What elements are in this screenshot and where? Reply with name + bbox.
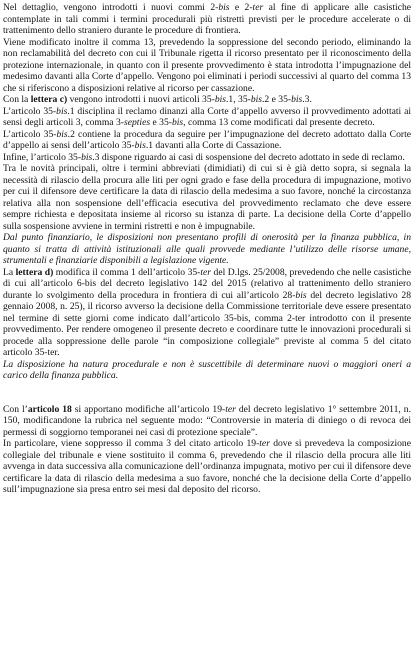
text-segment: Viene modificato inoltre il comma 13, prevedendo la soppressione del secondo periodo, eliminando la non reclamabilità del decreto con cui il Tribunale rigetta il ricorso presentato per il riconoscimento della protezione internazionale, in quanto con il presente provvedimento è stata introdotta l’impugnazione del medesimo davanti alla Corte d’appello. Vengono poi eliminati i periodi successivi al quarto del comma 13 che si riferiscono a disposizioni relative al ricorso per cassazione. — [3, 36, 411, 94]
paragraph-p10 — [3, 359, 411, 382]
paragraph-p7 — [3, 163, 411, 232]
text-segment: del decreto legislativo 1° settembre 2011, n. 150, modificandone la rubrica nel seguente modo: “Controversie in materia di diniego o di revoca dei permessi di soggiorno temporanei nei casi di protezione speciale”. — [3, 403, 411, 438]
text-segment: L’articolo 35- — [3, 128, 57, 140]
text-segment: vengono introdotti i nuovi articoli 35- — [67, 94, 215, 105]
text-segment: al fine di applicare alle casistiche contemplate in tali commi i termini procedurali più ristretti previsti per le procedure accelerate o di trattenimento dello straniero durante le procedure di frontiera. — [3, 2, 412, 36]
paragraph-p1 — [3, 2, 411, 37]
text-segment: del D.lgs. 25/2008, prevedendo che nelle casistiche di cui all’articolo 6-bis del decreto legislativo 142 del 2015 (relativo al trattenimento dello straniero durante lo svolgimento della procedura in frontiera di cui all’articolo 28- — [3, 266, 411, 301]
text-segment: Tra le novità principali, oltre i termini abbreviati (dimidiati) di cui si è già detto sopra, si segnala la necessità di rilascio della procura alle liti per ogni grado e fase della procedura di impugnazione, motivo per cui il difensore deve certificare la data di rilascio della medesima a suo favore, nonché la circostanza relativa alla non sospensione dell’efficacia esecutiva del provvedimento reclamato che deve essere sempre richiesta e depositata insieme al ricorso su istanza di parte. La decisione della Corte d’appello sulla sospensione avviene in termini ristretti e non è impugnabile. — [3, 163, 411, 232]
text-segment: bis — [291, 94, 303, 105]
paragraph-p5 — [3, 129, 411, 152]
paragraph-p11 — [3, 404, 411, 439]
text-segment: bis — [56, 105, 68, 117]
paragraph-p6 — [3, 152, 411, 164]
text-segment: .1, 35- — [226, 94, 251, 105]
text-segment: del decreto legislativo 28 gennaio 2008, n. 25), il ricorso avverso la decisione della Commissione territoriale deve essere presentato nel termine di sette giorni come indicato dall’articolo 35-bis, comma 2-ter introdotto con il presente provvedimento. Per rendere omogeneo il presente decreto e coordinare tutte le innovazioni procedurali si procede alla soppressione delle parole “in composizione collegiale” previste al comma 5 del citato articolo 35-ter. — [3, 289, 411, 358]
paragraph-p4 — [3, 106, 411, 129]
paragraph-p3 — [3, 94, 411, 106]
text-segment: articolo 18 — [27, 403, 72, 415]
text-segment: e 2- — [229, 2, 253, 13]
paragraph-p12 — [3, 438, 411, 496]
text-segment: Infine, l’articolo 35- — [3, 151, 82, 163]
text-segment: e 35- — [150, 117, 172, 128]
paragraph-p8 — [3, 232, 411, 267]
text-segment: ter — [225, 403, 236, 415]
text-segment: si apportano modifiche all’articolo 19- — [71, 403, 226, 415]
text-segment: bis — [171, 117, 184, 128]
text-segment: Con la — [3, 94, 31, 105]
text-segment: ter — [200, 266, 212, 278]
text-segment: septies — [123, 117, 151, 128]
text-segment: .3. — [302, 94, 312, 105]
text-segment: .2 contiene la procedura da seguire per l’impugnazione del decreto adottato dalla Corte d’appello ai sensi dell’articolo 35- — [3, 128, 411, 151]
paragraph-p9 — [3, 267, 411, 359]
text-segment: lettera c) — [30, 94, 68, 105]
text-segment: .1 disciplina il reclamo dinanzi alla Corte d’appello avverso il provvedimento adottati ai sensi degli articoli 3, comma 3- — [3, 105, 412, 128]
text-segment: In particolare, viene soppresso il comma 3 del citato articolo 19- — [3, 438, 260, 449]
text-segment: , comma 13 come modificati dal presente decreto. — [183, 117, 375, 128]
text-segment: dove si prevedeva la composizione collegiale del tribunale e viene sostituito il comma 6, prevedendo che il rilascio della procura alle liti avvenga in data successiva alla comunicazione dell’ordinanza impugnata, motivo per cui il difensore deve certificare la data di rilascio della medesima a suo favore, nonché che la decisione della Corte d’appello sull’impugnazione sia presa entro sei mesi dal deposito del ricorso. — [3, 438, 411, 495]
text-segment: La — [3, 266, 16, 278]
text-segment: bis — [56, 128, 68, 140]
text-segment: L’articolo 35- — [3, 105, 57, 117]
paragraph-p2 — [3, 37, 411, 95]
text-segment: Dal punto finanziario, le disposizioni non presentano profili di onerosità per la finanza pubblica, in quanto si tratta di attività istituzionali alle quali provvede mediante l’utilizzo delle risorse umane, strumentali e finanziarie disponibili a legislazione vigente. — [3, 232, 411, 266]
text-segment: bis — [295, 289, 307, 301]
text-segment: modifica il comma 1 dell’articolo 35- — [53, 266, 201, 278]
text-segment: bis — [134, 140, 146, 151]
text-segment: lettera d) — [15, 266, 54, 278]
text-segment: bis — [250, 94, 263, 105]
text-segment: Nel dettaglio, vengono introdotti i nuovi commi 2- — [3, 2, 219, 13]
text-segment: bis — [81, 151, 93, 163]
text-segment: bis — [218, 2, 230, 13]
text-segment: ter — [259, 438, 270, 449]
text-segment: .3 dispone riguardo ai casi di sospensione del decreto adottato in sede di reclamo. — [92, 151, 405, 163]
text-segment: La disposizione ha natura procedurale e non è suscettibile di determinare nuovi o maggiori oneri a carico della finanza pubblica. — [3, 358, 411, 381]
document-page — [3, 2, 411, 496]
text-segment: ter — [252, 2, 264, 13]
text-segment: .2 e 35- — [262, 94, 292, 105]
text-segment: .1 davanti alla Corte di Cassazione. — [145, 140, 282, 151]
text-segment: bis — [214, 94, 227, 105]
text-segment: Con l’ — [3, 403, 28, 415]
